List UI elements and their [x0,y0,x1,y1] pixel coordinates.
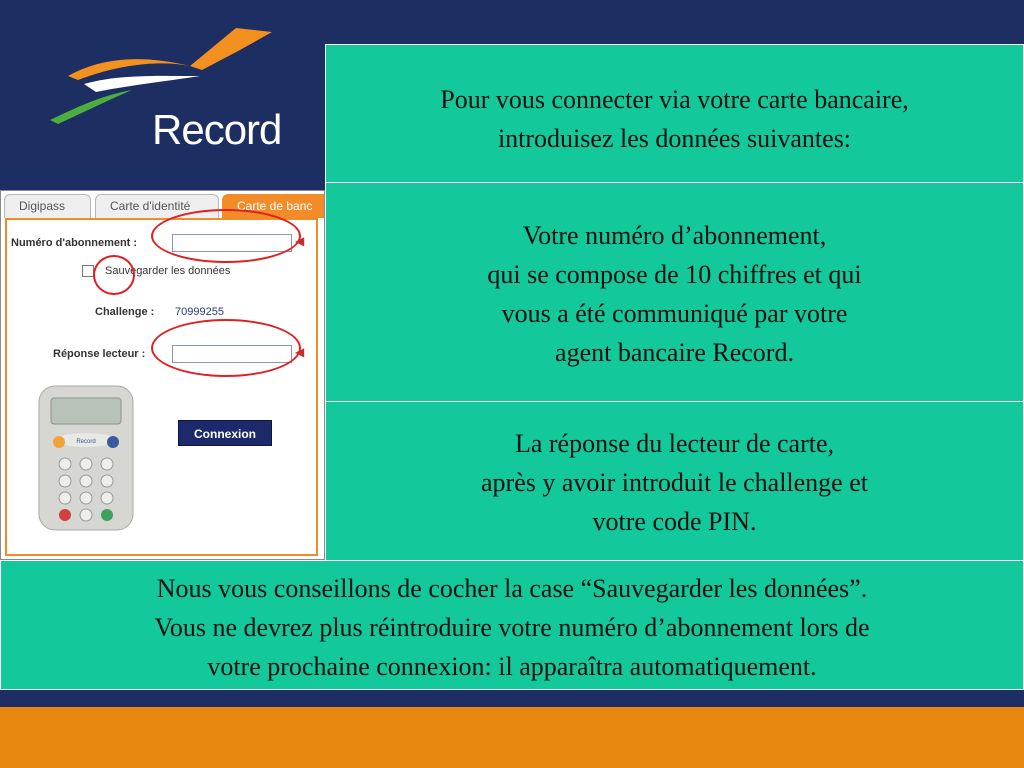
advice-text: Nous vous conseillons de cocher la case “Sauvegarder les données”. [156,574,868,603]
subscription-text: qui se compose de 10 chiffres et qui [487,260,862,289]
challenge-label: Challenge : [95,306,155,318]
footer-bar [0,707,1024,768]
connexion-button[interactable]: Connexion [178,420,272,446]
advice-text: votre prochaine connexion: il apparaîtra automatiquement. [207,652,817,681]
challenge-value: 70999255 [175,306,224,318]
reader-brand-text: Record [76,439,96,445]
arrow-left-icon: ◀ [295,234,305,248]
reader-response-label: Réponse lecteur : [53,348,146,360]
login-form-screenshot [0,190,325,560]
reader-text: votre code PIN. [592,507,757,536]
highlight-ring [151,209,301,263]
subscription-number-label: Numéro d'abonnement : [11,237,138,249]
record-logo [40,20,290,153]
tab-identity-card[interactable]: Carte d'identité [95,194,219,218]
subscription-panel [325,182,1024,402]
subscription-text: vous a été communiqué par votre [501,299,848,328]
reader-panel [325,401,1024,561]
advice-panel [0,560,1024,690]
arrow-left-icon: ◀ [295,345,305,359]
advice-text: Vous ne devrez plus réintroduire votre numéro d’abonnement lors de [154,613,870,642]
highlight-ring [151,319,301,377]
subscription-text: Votre numéro d’abonnement, [522,221,827,250]
intro-panel [325,44,1024,183]
tab-digipass[interactable]: Digipass [4,194,91,218]
logo-text: Record [152,106,282,153]
card-reader-icon [37,384,135,532]
tab-bank-card[interactable]: Carte de banc [222,194,325,218]
tab-bar [1,191,325,219]
reader-text: après y avoir introduit le challenge et [481,468,868,497]
reader-text: La réponse du lecteur de carte, [514,429,835,458]
subscription-text: agent bancaire Record. [555,338,794,367]
intro-text: Pour vous connecter via votre carte bancaire, [440,85,909,114]
intro-text: introduisez les données suivantes: [497,124,852,153]
save-data-label: Sauvegarder les données [105,265,231,277]
highlight-ring [93,255,135,295]
